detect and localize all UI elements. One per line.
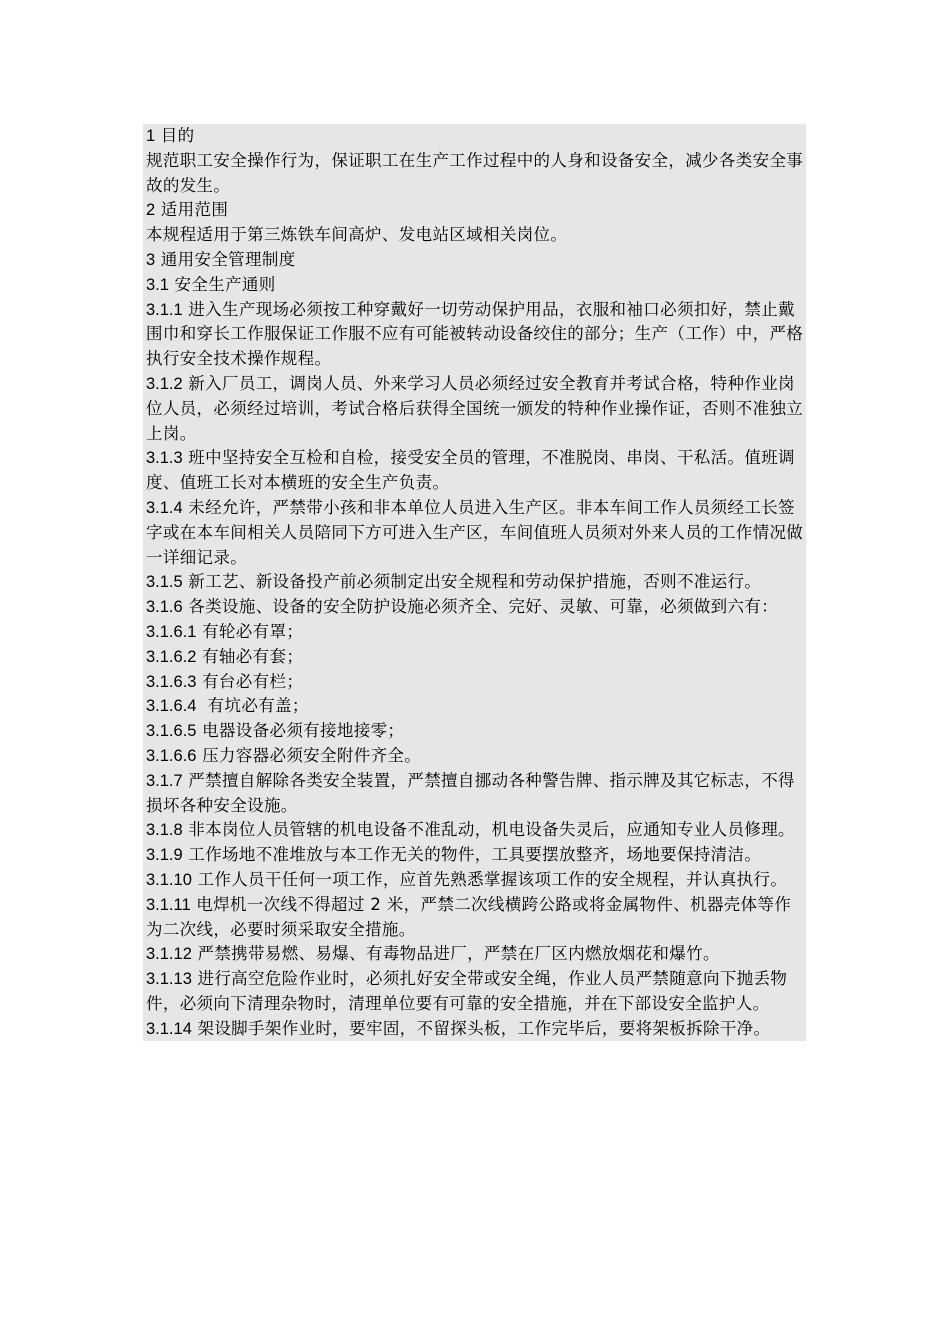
paragraph-text: 电器设备必须有接地接零； [196,721,405,741]
paragraph-text: 进入生产现场必须按工种穿戴好一切劳动保护用品，衣服和袖口必须扣好，禁止戴围巾和穿长工作服保证工作服不应有可能被转动设备绞住的部分；生产（工作）中，严格执行安全技术操作规程。 [146,299,804,369]
paragraph [146,124,806,149]
section-number: 3.1 [146,275,169,294]
paragraph [146,942,806,967]
document-body [143,124,806,1041]
section-number: 3.1.11 [146,895,191,914]
section-number: 3.1.2 [146,374,183,393]
section-number: 3.1.6 [146,598,183,617]
section-number: 2 [146,201,156,220]
section-number: 1 [146,127,156,145]
section-number: 3.1.6.5 [146,722,197,741]
paragraph [146,893,806,943]
paragraph [146,446,806,496]
paragraph-text: 安全生产通则 [168,274,276,294]
paragraph [146,273,806,298]
section-number: 3.1.6.4 [146,697,197,716]
paragraph-text: 未经允许，严禁带小孩和非本单位人员进入生产区。非本车间工作人员须经工长签字或在本车间相关人员陪同下方可进入生产区，车间值班人员须对外来人员的工作情况做一详细记录。 [146,497,804,567]
paragraph [146,719,806,744]
section-number: 3.1.6.1 [146,622,197,641]
section-number: 3.1.4 [146,498,183,517]
section-number: 3.1.10 [146,870,192,889]
paragraph [146,1017,806,1042]
section-number: 3.1.3 [146,449,183,468]
section-number: 3.1.14 [146,1019,192,1038]
section-number: 3.1.9 [146,846,183,865]
paragraph [146,298,806,372]
paragraph [146,248,806,273]
section-number: 3.1.8 [146,821,183,840]
paragraph [146,149,806,199]
paragraph [146,620,806,645]
paragraph [146,372,806,446]
paragraph-text: 架设脚手架作业时，要牢固，不留探头板，工作完毕后，要将架板拆除干净。 [191,1018,771,1038]
section-number: 3.1.5 [146,573,183,592]
paragraph-text: 规范职工安全操作行为，保证职工在生产工作过程中的人身和设备安全，减少各类安全事故的发生。 [146,150,804,195]
paragraph-text: 严禁擅自解除各类安全装置，严禁擅自挪动各种警告牌、指示牌及其它标志，不得损坏各种安全设施。 [146,770,795,815]
paragraph [146,694,806,719]
section-number: 3.1.1 [146,300,183,319]
paragraph [146,818,806,843]
paragraph-text: 适用范围 [155,200,229,220]
paragraph-text: 有坑必有盖； [196,696,309,716]
paragraph-text: 目的 [155,126,195,145]
section-number: 3.1.7 [146,771,183,790]
paragraph-text: 有轮必有罩； [196,621,304,641]
paragraph [146,967,806,1017]
paragraph-text: 严禁携带易燃、易爆、有毒物品进厂，严禁在厂区内燃放烟花和爆竹。 [191,944,720,964]
paragraph [146,868,806,893]
section-number: 3.1.12 [146,945,192,964]
paragraph [146,670,806,695]
paragraph [146,744,806,769]
section-number: 3.1.13 [146,970,192,989]
paragraph [146,843,806,868]
paragraph-text: 通用安全管理制度 [155,249,296,269]
paragraph [146,595,806,620]
paragraph [146,570,806,595]
paragraph-text: 各类设施、设备的安全防护设施必须齐全、完好、灵敏、可靠，必须做到六有： [182,597,779,617]
paragraph-text: 压力容器必须安全附件齐全。 [196,745,422,765]
paragraph-text: 本规程适用于第三炼铁车间高炉、发电站区域相关岗位。 [146,225,568,245]
paragraph-text: 工作人员干任何一项工作，应首先熟悉掌握该项工作的安全规程，并认真执行。 [191,869,788,889]
paragraph [146,769,806,819]
paragraph-text: 新入厂员工，调岗人员、外来学习人员必须经过安全教育并考试合格，特种作业岗位人员，必须经过培训，考试合格后获得全国统一颁发的特种作业操作证，否则不准独立上岗。 [146,373,804,443]
paragraph-text: 班中坚持安全互检和自检，接受安全员的管理，不准脱岗、串岗、干私活。值班调度、值班工长对本横班的安全生产负责。 [146,448,795,493]
paragraph [146,645,806,670]
paragraph [146,223,806,248]
paragraph-text: 非本岗位人员管辖的机电设备不准乱动，机电设备失灵后，应通知专业人员修理。 [182,820,795,840]
paragraph-text: 有轴必有套； [196,646,304,666]
section-number: 3.1.6.6 [146,746,197,765]
paragraph [146,198,806,223]
paragraph-text: 进行高空危险作业时，必须扎好安全带或安全绳，作业人员严禁随意向下抛丢物件，必须向下清理杂物时，清理单位要有可靠的安全措施，并在下部设安全监护人。 [146,969,788,1013]
paragraph-text: 新工艺、新设备投产前必须制定出安全规程和劳动保护措施，否则不准运行。 [182,572,762,592]
section-number: 3 [146,250,156,269]
paragraph-text: 电焊机一次线不得超过 2 米，严禁二次线横跨公路或将金属物件、机器壳体等作为二次线，必要时须采取安全措施。 [146,894,792,939]
paragraph-text: 工作场地不准堆放与本工作无关的物件，工具要摆放整齐，场地要保持清洁。 [182,845,762,865]
paragraph-text: 有台必有栏； [196,671,304,691]
section-number: 3.1.6.2 [146,647,197,666]
section-number: 3.1.6.3 [146,672,197,691]
paragraph [146,496,806,570]
